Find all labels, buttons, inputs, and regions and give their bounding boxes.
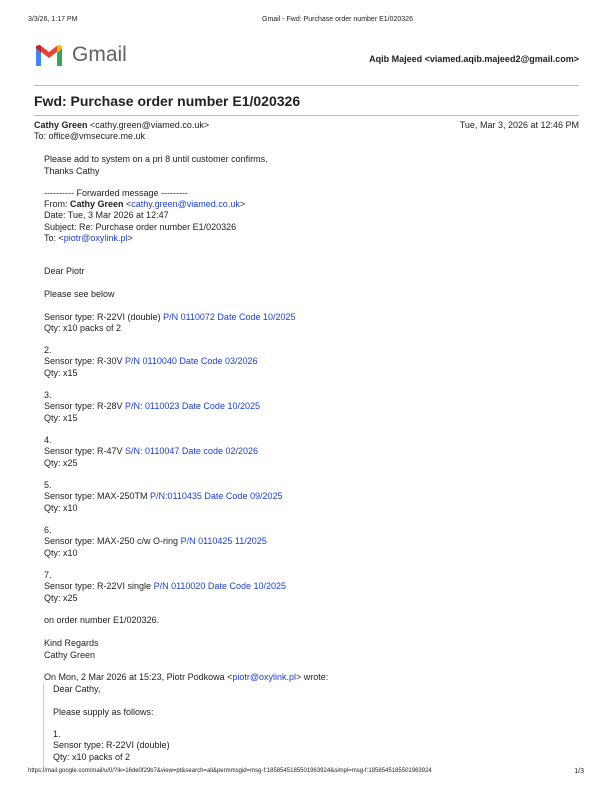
intro-line: Please add to system on a pri 8 until customer confirms. [44,154,268,164]
quoted-greeting: Dear Cathy, [53,684,101,694]
quote-bar [43,683,44,773]
gmail-logo-icon [34,44,64,68]
fwd-to-pre: To: < [44,233,64,243]
item-5-qty: Qty: x10 [44,503,78,513]
fwd-to-post: > [127,233,133,243]
item-sensor-text: Sensor type: R-47V [44,446,126,456]
item-part-number: S/N: 0110047 Date code 02/2026 [125,446,258,456]
wrote-email-link[interactable]: piotr@oxylink.pl [232,672,297,682]
item-2-sensor [44,356,257,366]
sender-email: <cathy.green@viamed.co.uk> [90,120,210,130]
item-sensor-text: Sensor type: MAX-250 c/w O-ring [44,536,181,546]
item-3-sensor [44,401,260,411]
sender-name: Cathy Green [34,120,88,130]
regards-name: Cathy Green [44,650,96,660]
fwd-from-email-link[interactable]: cathy.green@viamed.co.uk [131,199,240,209]
quoted-item-number: 1. [53,729,61,739]
item-6-number: 6. [44,525,52,535]
item-2-qty: Qty: x15 [44,368,78,378]
print-url: https://mail.google.com/mail/u/0/?ik=16de0f29b7&view=pt&search=all&permmsgid=msg-f:1858545185501963924&simpl=msg-f:1858545185501963924 [28,768,432,774]
item-6-qty: Qty: x10 [44,548,78,558]
item-part-number: P/N: 0110023 Date Code 10/2025 [125,401,260,411]
fwd-from-name: Cathy Green [70,199,124,209]
sender [34,120,209,130]
item-2-number: 2. [44,345,52,355]
item-7-number: 7. [44,570,52,580]
item-5-sensor [44,491,282,501]
item-1-qty: Qty: x10 packs of 2 [44,323,122,333]
item-3-number: 3. [44,390,52,400]
print-datetime: 3/3/26, 1:17 PM [28,16,78,23]
item-6-sensor [44,536,267,546]
item-sensor-text: Sensor type: MAX-250TM [44,491,151,501]
item-5-number: 5. [44,480,52,490]
fwd-to-email-link[interactable]: piotr@oxylink.pl [63,233,128,243]
item-part-number: P/N:0110435 Date Code 09/2025 [150,491,283,501]
fwd-date: Date: Tue, 3 Mar 2026 at 12:47 [44,210,169,220]
fwd-from-post: > [239,199,246,209]
order-line: on order number E1/020326. [44,615,160,625]
divider [34,115,579,116]
account-label: Aqib Majeed <viamed.aqib.majeed2@gmail.com> [369,54,579,64]
item-4-number: 4. [44,435,52,445]
item-part-number: P/N 0110020 Date Code 10/2025 [153,581,286,591]
email-subject: Fwd: Purchase order number E1/020326 [34,93,301,109]
fwd-from [44,199,245,209]
item-1-sensor [44,312,296,322]
quoted-item-qty: Qty: x10 packs of 2 [53,752,131,762]
item-sensor-text: Sensor type: R-22VI single [44,581,154,591]
fwd-to [44,233,133,243]
email-date: Tue, Mar 3, 2026 at 12:46 PM [459,120,579,130]
fwd-subject: Subject: Re: Purchase order number E1/020326 [44,222,237,232]
item-sensor-text: Sensor type: R-30V [44,356,126,366]
gmail-wordmark: Gmail [72,43,127,66]
print-page-number: 1/3 [574,768,584,775]
divider [34,85,579,86]
fwd-from-label: From: [44,199,70,209]
forward-separator: ---------- Forwarded message --------- [44,188,188,198]
print-page-title: Gmail - Fwd: Purchase order number E1/020326 [262,16,413,23]
item-7-sensor [44,581,286,591]
quote-attribution [44,672,328,682]
item-part-number: P/N 0110040 Date Code 03/2026 [125,356,258,366]
intro-signoff: Thanks Cathy [44,166,100,176]
quoted-supply: Please supply as follows: [53,707,154,717]
item-3-qty: Qty: x15 [44,413,78,423]
item-sensor-text: Sensor type: R-28V [44,401,126,411]
item-sensor-text: Sensor type: R-22VI (double) [44,312,164,322]
quoted-item-sensor: Sensor type: R-22VI (double) [53,740,170,750]
item-4-sensor [44,446,258,456]
greeting: Dear Piotr [44,266,85,276]
wrote-pre: On Mon, 2 Mar 2026 at 15:23, Piotr Podkowa < [44,672,233,682]
regards: Kind Regards [44,638,99,648]
fwd-from-pre: < [123,199,132,209]
item-4-qty: Qty: x25 [44,458,78,468]
item-part-number: P/N 0110425 11/2025 [180,536,267,546]
wrote-post: > wrote: [296,672,329,682]
item-part-number: P/N 0110072 Date Code 10/2025 [163,312,296,322]
item-7-qty: Qty: x25 [44,593,78,603]
see-below: Please see below [44,289,115,299]
email-to: To: office@vmsecure.me.uk [34,131,146,141]
